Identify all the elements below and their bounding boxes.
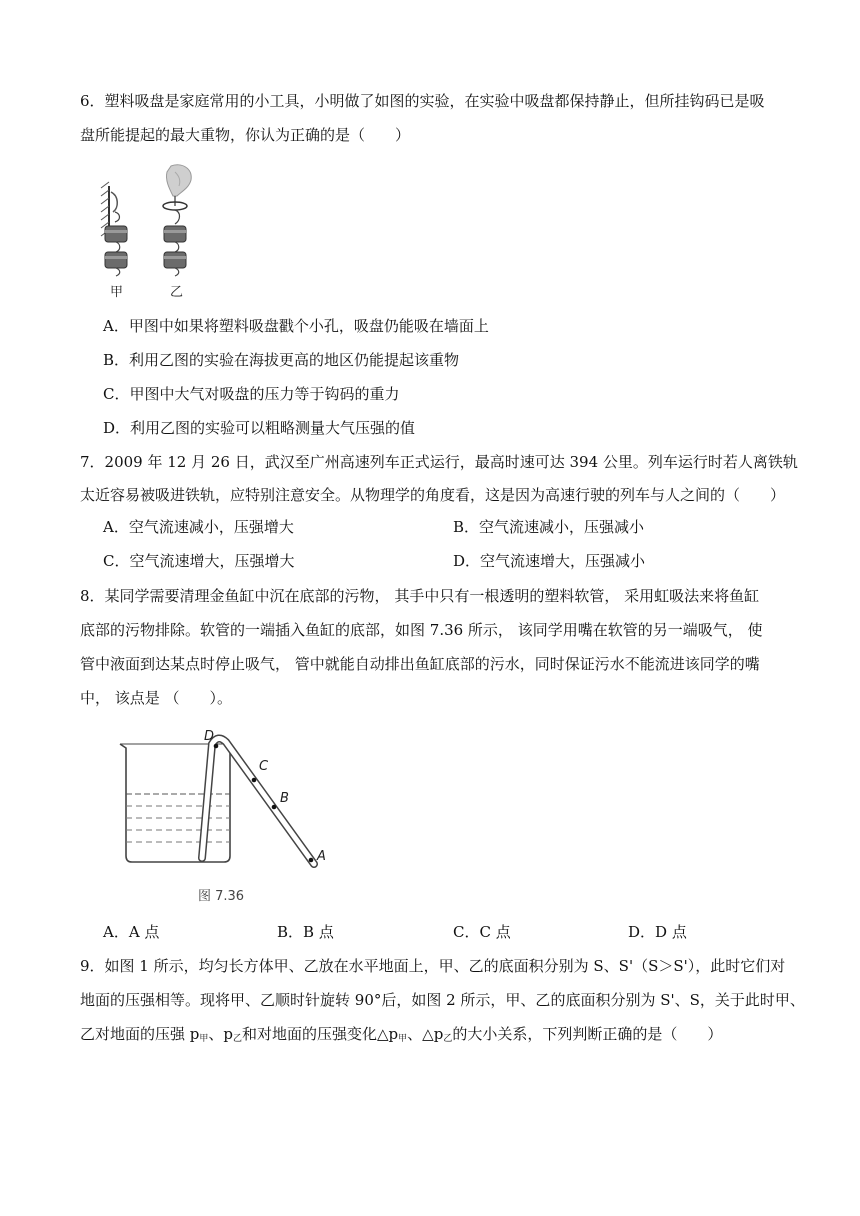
q9-stem-line3 [80, 1024, 722, 1049]
q6-option-c: C．甲图中大气对吸盘的压力等于钩码的重力 [103, 385, 400, 403]
q9-sub-yi-2: 乙 [443, 1034, 453, 1044]
q9-sub-yi-1: 乙 [233, 1034, 243, 1044]
q8-stem-line2: 底部的污物排除。软管的一端插入鱼缸的底部，如图 7.36 所示， 该同学用嘴在软管的另一端吸气， 使 [80, 621, 763, 639]
q8-option-a: A．A 点 [103, 923, 160, 941]
q6-option-b: B．利用乙图的实验在海拔更高的地区仍能提起该重物 [103, 351, 460, 369]
q7-option-c: C．空气流速增大，压强增大 [103, 552, 295, 570]
q9-stem-line2: 地面的压强相等。现将甲、乙顺时针旋转 90°后，如图 2 所示，甲、乙的底面积分别为 S'、S，关于此时甲、 [80, 991, 805, 1009]
q8-option-d: D．D 点 [628, 923, 687, 941]
q7-stem-line2: 太近容易被吸进铁轨，应特别注意安全。从物理学的角度看，这是因为高速行驶的列车与人之间的（ ） [80, 486, 786, 504]
q9-text-b: 和对地面的压强变化△p [242, 1025, 399, 1043]
q8-fig-caption: 图 7.36 [198, 889, 245, 904]
q9-sep2: 、△p [407, 1025, 444, 1043]
q6-stem-line1: 6．塑料吸盘是家庭常用的小工具，小明做了如图的实验，在实验中吸盘都保持静止，但所挂钩码已是吸 [80, 92, 765, 110]
point-label-d: D [204, 729, 215, 744]
q8-option-b: B．B 点 [277, 923, 334, 941]
q7-option-d: D．空气流速增大，压强减小 [453, 552, 646, 570]
q9-stem-line1: 9．如图 1 所示，均匀长方体甲、乙放在水平地面上，甲、乙的底面积分别为 S、S'（S＞S'），此时它们对 [80, 957, 786, 975]
q6-fig-label-left: 甲 [110, 285, 124, 300]
q6-fig-label-right: 乙 [170, 285, 184, 300]
q8-stem-line3: 管中液面到达某点时停止吸气， 管中就能自动排出鱼缸底部的污水，同时保证污水不能流进该同学的嘴 [80, 655, 760, 673]
q6-figure [95, 162, 205, 302]
point-label-b: B [280, 791, 289, 806]
q8-stem-line4: 中， 该点是 （ ）。 [80, 689, 233, 707]
q8-option-c: C．C 点 [453, 923, 511, 941]
q6-option-a: A．甲图中如果将塑料吸盘戳个小孔，吸盘仍能吸在墙面上 [103, 317, 489, 335]
q9-text-c: 的大小关系，下列判断正确的是（ ） [452, 1025, 723, 1043]
q7-option-b: B．空气流速减小，压强减小 [453, 518, 645, 536]
siphon-figure [112, 722, 352, 908]
q6-option-d: D．利用乙图的实验可以粗略测量大气压强的值 [103, 419, 416, 437]
hook-weight-icon [105, 226, 127, 276]
q9-text-a: 乙对地面的压强 p [80, 1025, 200, 1043]
q7-stem-line1: 7．2009 年 12 月 26 日，武汉至广州高速列车正式运行，最高时速可达 394 公里。列车运行时若人离铁轨 [80, 453, 798, 471]
siphon-tube-icon [202, 738, 314, 864]
hook-weight-icon [164, 226, 186, 276]
q9-sub-jia-2: 甲 [398, 1034, 408, 1044]
q8-stem-line1: 8．某同学需要清理金鱼缸中沉在底部的污物， 其手中只有一根透明的塑料软管， 采用虹吸法来将鱼缸 [80, 587, 760, 605]
point-label-c: C [259, 759, 269, 774]
q6-stem-line2: 盘所能提起的最大重物，你认为正确的是（ ） [80, 126, 411, 144]
q9-sep: 、p [208, 1025, 233, 1043]
q7-option-a: A．空气流速减小，压强增大 [103, 518, 294, 536]
q9-sub-jia-1: 甲 [199, 1034, 209, 1044]
hand-icon [166, 165, 191, 196]
point-label-a: A [317, 849, 326, 864]
